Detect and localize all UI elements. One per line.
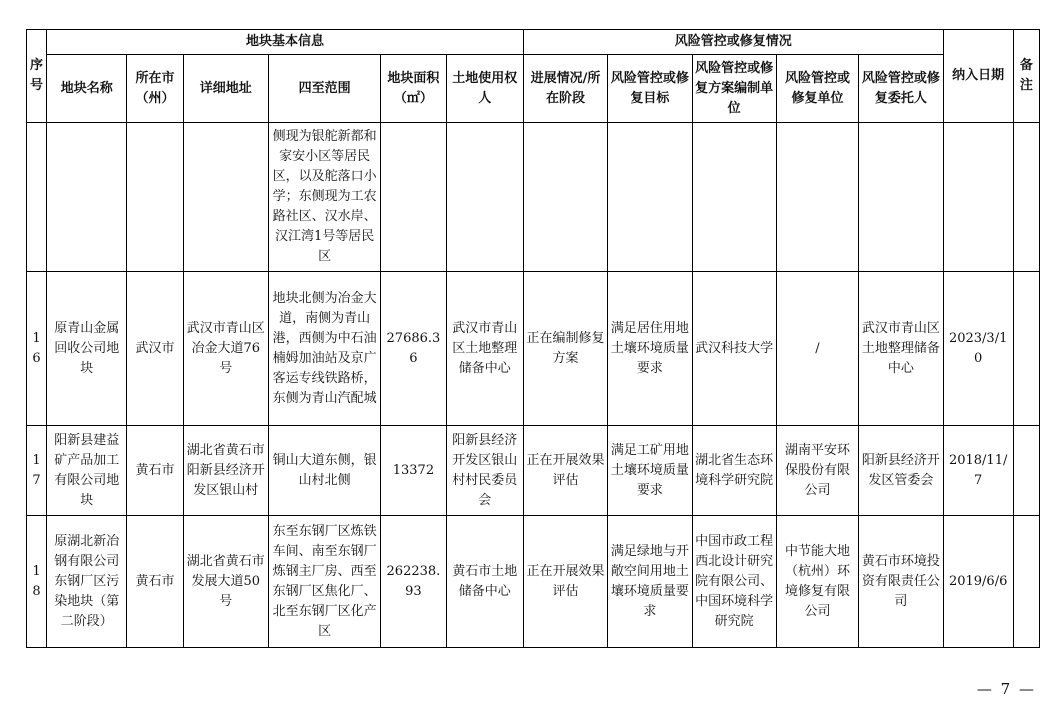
cell-plan-unit: 中国市政工程西北设计研究院有限公司、中国环境科学研究院: [692, 516, 776, 648]
cell-owner: 武汉市青山区土地整理储备中心: [446, 272, 523, 426]
table-row: [27, 123, 1040, 272]
cell-client: 武汉市青山区土地整理储备中心: [859, 272, 943, 426]
table-row: [27, 272, 1040, 426]
table-row: [27, 426, 1040, 516]
cell-target: [608, 123, 692, 272]
header-row-groups: [27, 30, 1040, 55]
col-progress-header: 进展情况/所在阶段: [523, 55, 607, 123]
cell-area: 262238.93: [381, 516, 446, 648]
col-seq-header: 序号: [27, 30, 47, 123]
cell-date: [943, 123, 1013, 272]
cell-target: 满足工矿用地土壤环境质量要求: [608, 426, 692, 516]
cell-city: [127, 123, 183, 272]
cell-progress: [523, 123, 607, 272]
cell-city: 黄石市: [127, 516, 183, 648]
group-risk-control-header: 风险管控或修复情况: [523, 30, 943, 55]
cell-note: [1013, 123, 1039, 272]
table-row: [27, 516, 1040, 648]
cell-name: 阳新县建益矿产品加工有限公司地块: [47, 426, 127, 516]
page-number: — 7 —: [976, 680, 1036, 698]
cell-seq: [27, 123, 47, 272]
col-target-header: 风险管控或修复目标: [608, 55, 692, 123]
cell-bounds: 侧现为银舵新都和家安小区等居民区，以及舵落口小学；东侧现为工农路社区、汉水岸、汉江湾1号等居民区: [268, 123, 380, 272]
cell-target: 满足绿地与开敞空间用地土壤环境质量要求: [608, 516, 692, 648]
cell-exec-unit: /: [776, 272, 858, 426]
cell-plan-unit: 湖北省生态环境科学研究院: [692, 426, 776, 516]
col-date-header: 纳入日期: [943, 30, 1013, 123]
cell-address: 湖北省黄石市阳新县经济开发区银山村: [183, 426, 268, 516]
cell-exec-unit: 湖南平安环保股份有限公司: [776, 426, 858, 516]
land-parcel-table: [26, 29, 1040, 648]
cell-city: 黄石市: [127, 426, 183, 516]
cell-name: 原湖北新冶钢有限公司东钢厂区污染地块（第二阶段）: [47, 516, 127, 648]
cell-bounds: 铜山大道东侧，银山村北侧: [268, 426, 380, 516]
cell-progress: 正在编制修复方案: [523, 272, 607, 426]
cell-area: 27686.36: [381, 272, 446, 426]
cell-note: [1013, 516, 1039, 648]
group-basic-info-header: 地块基本信息: [47, 30, 524, 55]
cell-date: 2019/6/6: [943, 516, 1013, 648]
cell-progress: 正在开展效果评估: [523, 516, 607, 648]
cell-bounds: 东至东钢厂区炼铁车间、南至东钢厂炼钢主厂房、西至东钢厂区焦化厂、北至东钢厂区化产区: [268, 516, 380, 648]
cell-exec-unit: 中节能大地（杭州）环境修复有限公司: [776, 516, 858, 648]
col-city-header: 所在市（州）: [127, 55, 183, 123]
cell-date: 2023/3/10: [943, 272, 1013, 426]
cell-area: [381, 123, 446, 272]
cell-progress: 正在开展效果评估: [523, 426, 607, 516]
cell-owner: [446, 123, 523, 272]
cell-target: 满足居住用地土壤环境质量要求: [608, 272, 692, 426]
cell-city: 武汉市: [127, 272, 183, 426]
cell-client: 阳新县经济开发区管委会: [859, 426, 943, 516]
cell-address: [183, 123, 268, 272]
col-plan-unit-header: 风险管控或修复方案编制单位: [692, 55, 776, 123]
cell-client: [859, 123, 943, 272]
col-owner-header: 土地使用权人: [446, 55, 523, 123]
col-bounds-header: 四至范围: [268, 55, 380, 123]
cell-bounds: 地块北侧为冶金大道，南侧为青山港，西侧为中石油楠姆加油站及京广客运专线铁路桥，东侧为青山汽配城: [268, 272, 380, 426]
cell-date: 2018/11/7: [943, 426, 1013, 516]
cell-plan-unit: [692, 123, 776, 272]
col-address-header: 详细地址: [183, 55, 268, 123]
cell-owner: 黄石市土地储备中心: [446, 516, 523, 648]
cell-plan-unit: 武汉科技大学: [692, 272, 776, 426]
cell-name: [47, 123, 127, 272]
cell-seq: 18: [27, 516, 47, 648]
col-note-header: 备注: [1013, 30, 1039, 123]
cell-exec-unit: [776, 123, 858, 272]
col-client-header: 风险管控或修复委托人: [859, 55, 943, 123]
cell-note: [1013, 272, 1039, 426]
cell-seq: 16: [27, 272, 47, 426]
cell-address: 武汉市青山区冶金大道76号: [183, 272, 268, 426]
cell-address: 湖北省黄石市发展大道50号: [183, 516, 268, 648]
col-name-header: 地块名称: [47, 55, 127, 123]
cell-note: [1013, 426, 1039, 516]
cell-area: 13372: [381, 426, 446, 516]
col-exec-unit-header: 风险管控或修复单位: [776, 55, 858, 123]
cell-client: 黄石市环境投资有限责任公司: [859, 516, 943, 648]
header-row-columns: [27, 55, 1040, 123]
col-area-header: 地块面积（㎡）: [381, 55, 446, 123]
cell-owner: 阳新县经济开发区银山村村民委员会: [446, 426, 523, 516]
cell-seq: 17: [27, 426, 47, 516]
cell-name: 原青山金属回收公司地块: [47, 272, 127, 426]
